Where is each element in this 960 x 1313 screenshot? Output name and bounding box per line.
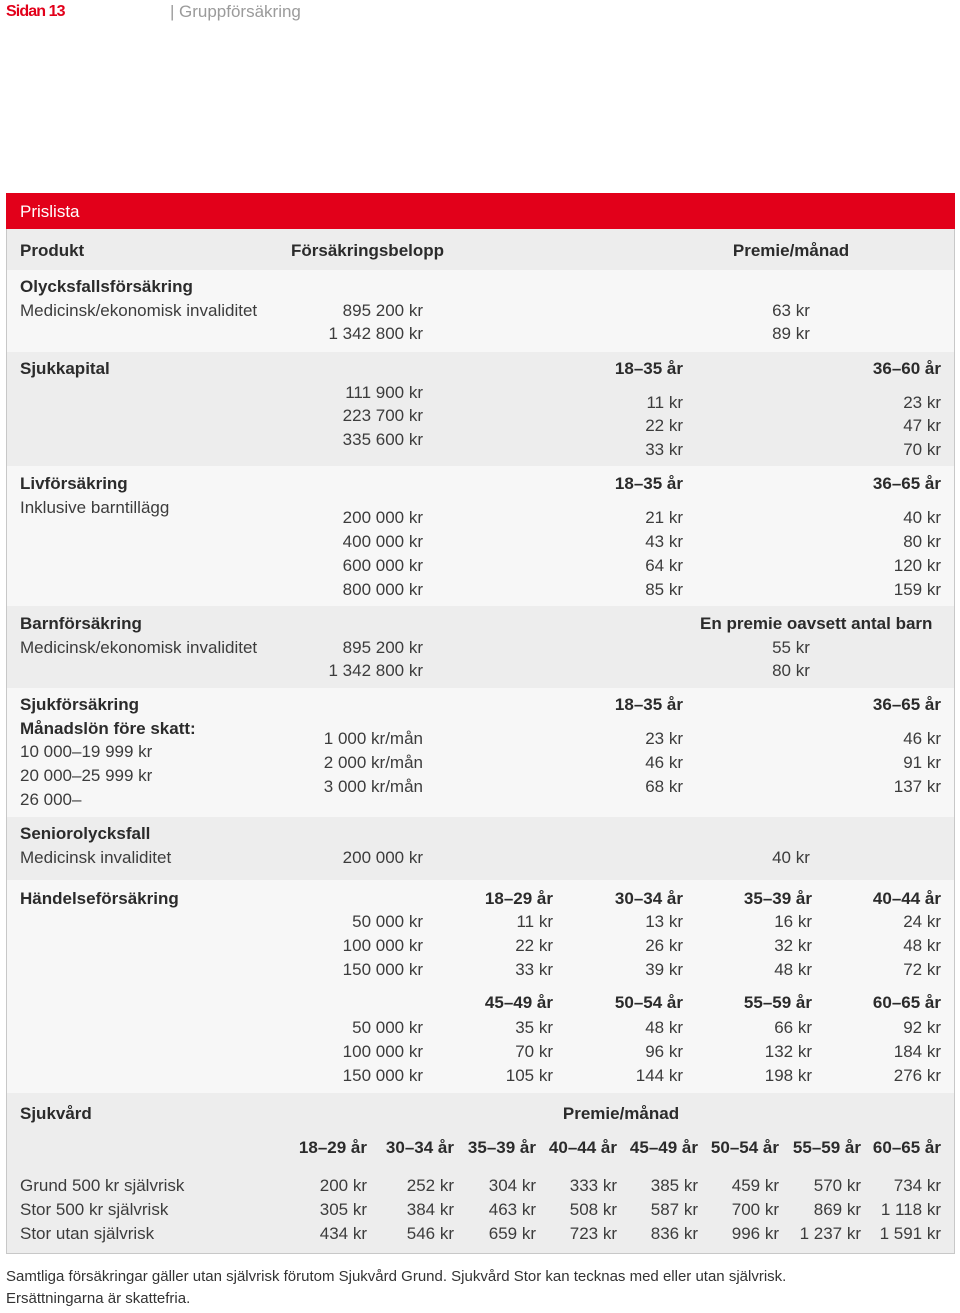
premium-cell: 304 kr (488, 1176, 536, 1195)
premium-cell: 836 kr (650, 1224, 698, 1243)
premium-cell: 385 kr (650, 1176, 698, 1195)
salary-band: 10 000–19 999 kr (20, 742, 153, 761)
age-group-header: 18–35 år (614, 474, 683, 493)
amount-cell: 3 000 kr/mån (323, 777, 423, 796)
premium-cell: 132 kr (764, 1042, 812, 1061)
amount-cell: 200 000 kr (342, 848, 423, 867)
amount-cell: 1 342 800 kr (328, 661, 423, 680)
premium-cell: 384 kr (406, 1200, 454, 1219)
premium-cell: 1 591 kr (879, 1224, 941, 1243)
amount-cell: 50 000 kr (352, 1018, 423, 1037)
age-group-header: 40–44 år (548, 1138, 617, 1157)
premium-cell: 91 kr (903, 753, 941, 772)
amount-cell: 111 900 kr (345, 383, 423, 402)
premium-cell: 23 kr (903, 393, 941, 412)
premium-cell: 252 kr (406, 1176, 454, 1195)
column-header-product: Produkt (20, 241, 85, 260)
age-group-header: 55–59 år (792, 1138, 861, 1157)
product-name: Seniorolycksfall (20, 824, 151, 843)
amount-cell: 1 342 800 kr (328, 324, 423, 343)
premium-cell: 16 kr (774, 912, 812, 931)
premium-cell: 276 kr (893, 1066, 941, 1085)
premium-cell: 105 kr (505, 1066, 553, 1085)
age-group-header: 36–65 år (872, 474, 941, 493)
age-group-header: 45–49 år (484, 993, 553, 1012)
premium-cell: 120 kr (893, 556, 941, 575)
premium-cell: 570 kr (813, 1176, 861, 1195)
premium-cell: 463 kr (488, 1200, 536, 1219)
premium-cell: 85 kr (645, 580, 683, 599)
premium-cell: 700 kr (731, 1200, 779, 1219)
premium-cell: 24 kr (903, 912, 941, 931)
product-subtitle: Inklusive barntillägg (20, 498, 170, 517)
price-list-title-bar (6, 193, 955, 229)
age-group-header: 18–29 år (298, 1138, 367, 1157)
amount-cell: 800 000 kr (342, 580, 423, 599)
premium-cell: 32 kr (774, 936, 812, 955)
amount-cell: 1 000 kr/mån (323, 729, 423, 748)
premium-cell: 1 237 kr (799, 1224, 861, 1243)
salary-band: 20 000–25 999 kr (20, 766, 153, 785)
premium-cell: 48 kr (903, 936, 941, 955)
column-header-amount: Försäkringsbelopp (291, 241, 445, 260)
premium-cell: 333 kr (569, 1176, 617, 1195)
page-number: Sidan 13 (6, 3, 65, 20)
premium-cell: 723 kr (569, 1224, 617, 1243)
premium-cell: 96 kr (645, 1042, 683, 1061)
age-group-header: 30–34 år (614, 889, 683, 908)
premium-cell: 48 kr (774, 960, 812, 979)
premium-cell: 659 kr (488, 1224, 536, 1243)
footer-tax-note: Ersättningarna är skattefria. (6, 1290, 191, 1307)
header-separator: | (170, 2, 175, 21)
premium-cell: 35 kr (515, 1018, 553, 1037)
plan-label: Stor 500 kr självrisk (20, 1200, 169, 1219)
premium-cell: 47 kr (903, 416, 941, 435)
premium-cell: 508 kr (569, 1200, 617, 1219)
premium-cell: 68 kr (645, 777, 683, 796)
premium-cell: 184 kr (893, 1042, 941, 1061)
premium-cell: 996 kr (731, 1224, 779, 1243)
product-name: Livförsäkring (20, 474, 128, 493)
premium-cell: 144 kr (635, 1066, 683, 1085)
premium-cell: 33 kr (515, 960, 553, 979)
premium-cell: 63 kr (772, 301, 810, 320)
age-group-header: 36–65 år (872, 695, 941, 714)
premium-cell: 66 kr (774, 1018, 812, 1037)
premium-cell: 33 kr (645, 440, 683, 459)
premium-cell: 70 kr (903, 440, 941, 459)
amount-cell: 223 700 kr (342, 406, 423, 425)
premium-cell: 43 kr (645, 532, 683, 551)
plan-label: Grund 500 kr självrisk (20, 1176, 185, 1195)
premium-cell: 1 118 kr (880, 1200, 941, 1219)
footer-note: Samtliga försäkringar gäller utan självrisk förutom Sjukvård Grund. Sjukvård Stor kan tecknas med eller utan självrisk. (6, 1268, 787, 1285)
premium-cell: 459 kr (731, 1176, 779, 1195)
product-name: Sjukvård (20, 1104, 92, 1123)
premium-cell: 40 kr (903, 508, 941, 527)
age-group-header: 18–35 år (614, 695, 683, 714)
product-subtitle: Medicinsk/ekonomisk invaliditet (20, 638, 258, 657)
premium-cell: 64 kr (645, 556, 683, 575)
age-group-header: 36–60 år (872, 359, 941, 378)
premium-cell: 39 kr (645, 960, 683, 979)
premium-cell: 198 kr (764, 1066, 812, 1085)
age-group-header: 18–29 år (484, 889, 553, 908)
product-subtitle: Medicinsk/ekonomisk invaliditet (20, 301, 258, 320)
band-sjukkapital (7, 352, 954, 466)
premium-cell: 11 kr (516, 912, 553, 931)
amount-cell: 400 000 kr (342, 532, 423, 551)
amount-cell: 895 200 kr (342, 301, 423, 320)
premium-cell: 434 kr (319, 1224, 367, 1243)
premium-cell: 13 kr (645, 912, 683, 931)
price-list-title: Prislista (20, 202, 80, 221)
age-group-header: 18–35 år (614, 359, 683, 378)
premium-cell: 89 kr (772, 324, 810, 343)
product-name: Sjukförsäkring (20, 695, 140, 714)
premium-cell: 72 kr (903, 960, 941, 979)
premium-cell: 92 kr (903, 1018, 941, 1037)
premium-cell: 26 kr (645, 936, 683, 955)
premium-cell: 200 kr (319, 1176, 367, 1195)
product-name: Händelseförsäkring (20, 889, 179, 908)
column-header-premium: Premie/månad (732, 241, 850, 260)
premium-cell: 40 kr (772, 848, 810, 867)
age-group-header: 30–34 år (385, 1138, 454, 1157)
amount-cell: 100 000 kr (342, 936, 423, 955)
premium-cell: 48 kr (645, 1018, 683, 1037)
premium-cell: 22 kr (645, 416, 683, 435)
plan-label: Stor utan självrisk (20, 1224, 155, 1243)
premium-cell: 55 kr (772, 638, 810, 657)
premium-cell: 80 kr (903, 532, 941, 551)
premium-cell: 70 kr (515, 1042, 553, 1061)
age-group-header: 50–54 år (614, 993, 683, 1012)
premium-cell: 23 kr (645, 729, 683, 748)
salary-band: 26 000– (20, 790, 82, 809)
premium-cell: 587 kr (650, 1200, 698, 1219)
amount-cell: 50 000 kr (352, 912, 423, 931)
premium-cell: 22 kr (515, 936, 553, 955)
section-title: Gruppförsäkring (179, 2, 301, 21)
premium-cell: 21 kr (645, 508, 683, 527)
amount-cell: 335 600 kr (342, 430, 423, 449)
premium-header: Premie/månad (562, 1104, 680, 1123)
age-group-header: 35–39 år (467, 1138, 536, 1157)
amount-cell: 895 200 kr (342, 638, 423, 657)
product-name: Sjukkapital (20, 359, 110, 378)
amount-cell: 600 000 kr (342, 556, 423, 575)
premium-cell: 80 kr (772, 661, 810, 680)
premium-cell: 734 kr (893, 1176, 941, 1195)
premium-cell: 137 kr (893, 777, 941, 796)
amount-cell: 150 000 kr (342, 960, 423, 979)
product-subtitle: Medicinsk invaliditet (20, 848, 172, 867)
product-name: Olycksfallsförsäkring (20, 277, 193, 296)
product-name: Barnförsäkring (20, 614, 142, 633)
age-group-header: 50–54 år (710, 1138, 779, 1157)
salary-label: Månadslön före skatt: (20, 719, 196, 738)
age-group-header: 60–65 år (872, 1138, 941, 1157)
premium-cell: 11 kr (646, 393, 683, 412)
age-group-header: 35–39 år (743, 889, 812, 908)
band-livforsakring (7, 466, 954, 606)
amount-cell: 100 000 kr (342, 1042, 423, 1061)
premium-cell: 546 kr (406, 1224, 454, 1243)
premium-cell: 159 kr (893, 580, 941, 599)
premium-cell: 46 kr (903, 729, 941, 748)
amount-cell: 200 000 kr (342, 508, 423, 527)
age-group-header: 60–65 år (872, 993, 941, 1012)
age-group-header: 55–59 år (743, 993, 812, 1012)
amount-cell: 2 000 kr/mån (323, 753, 423, 772)
premium-note: En premie oavsett antal barn (700, 614, 933, 633)
premium-cell: 869 kr (813, 1200, 861, 1219)
age-group-header: 40–44 år (872, 889, 941, 908)
age-group-header: 45–49 år (629, 1138, 698, 1157)
premium-cell: 305 kr (319, 1200, 367, 1219)
amount-cell: 150 000 kr (342, 1066, 423, 1085)
premium-cell: 46 kr (645, 753, 683, 772)
